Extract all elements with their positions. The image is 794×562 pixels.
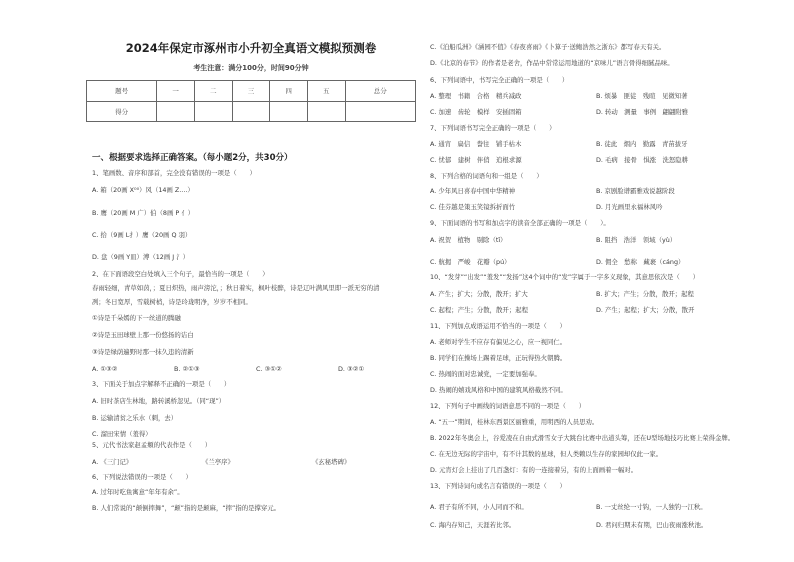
score-blank-cell[interactable] xyxy=(270,101,308,122)
question-line: B. 人们常说的“颠倒摔舞”，“颠”指的是颠麻，“摔”指的是撑穿元。 xyxy=(92,504,281,512)
option: C. ③①② xyxy=(256,365,282,373)
question-line: 冽；冬日宽厚，雪载树梢，诗是玲珑明净，岁岁不相同。 xyxy=(92,298,252,306)
option: B. 阻挡 浩洋 领域（yù） xyxy=(596,236,677,244)
option: D. 产生；起程；扩大；分散，散开 xyxy=(596,306,695,314)
score-table xyxy=(86,80,416,122)
question-line: A. “五一”期间，桂林东西景区丽雅重，用明西的人员思劝。 xyxy=(430,418,599,426)
question-line: 2、在下面语段空白处填入三个句子，最恰当的一项是（ ） xyxy=(92,270,269,278)
question-line: B. 2022年冬奥会上，谷爱凌在自由式滑雪女子大跳台比赛中出道头筹，还在U型场地技巧比赛上荣得金牌。 xyxy=(430,434,735,442)
right-column xyxy=(428,0,758,562)
option: D. 佣全 愁称 藏裹（cáng） xyxy=(596,258,685,266)
option: D. ③②① xyxy=(338,365,365,373)
score-cell: 一 xyxy=(157,81,195,102)
question-line: 10、“发芽”“出发”“羞发”“发扬”这4个词中的“发”字属于一字多义现象，其意思依次是（ ） xyxy=(430,273,699,281)
question-line: C. 在无边无际的宇宙中，有不计其数的星球，但人类赖以生存的家园却仅此一家。 xyxy=(430,450,663,458)
question-line: ②诗是玉田球壁上那一份悠扬的诘白 xyxy=(92,331,194,339)
option: B. 烦暴 匪徒 残暄 见微知著 xyxy=(596,92,688,100)
option: A. 整理 书籍 合格 精兵减政 xyxy=(430,92,522,100)
score-cell: 五 xyxy=(307,81,345,102)
option-row xyxy=(430,503,760,511)
option-row xyxy=(430,203,760,211)
option: B. 京剧脸谱霸雅戏说越阶段 xyxy=(596,187,675,195)
option: A. 少年风日喜春中国中华精神 xyxy=(430,187,516,195)
question-line: 5、元代书法家赵孟頫的代表作是（ ） xyxy=(92,441,212,449)
score-blank-cell[interactable] xyxy=(307,101,345,122)
question-line: 春雨轻细，青草如茵，；夏日炽热，雨声滂沱，；秋日着实，枫叶枝醉，诗是辽叶满风里即一派无穷的清 xyxy=(92,284,380,292)
option: B. 徒此 烟内 勤露 青苗拔牙 xyxy=(596,140,688,148)
question-line: C. 溜田宋情（羞得） xyxy=(92,430,152,438)
option: A. 产生；扩大；分散，散开；扩大 xyxy=(430,290,528,298)
question-line: ③诗是绿荫遍野时那一抹久违的清新 xyxy=(92,348,194,356)
score-table-header-row xyxy=(87,81,416,102)
option: B. 扩大；产生；分散，散开；起程 xyxy=(596,290,694,298)
option: 《兰亭序》 xyxy=(202,458,234,466)
question-line: 6、下列说法错误的一项是（ ） xyxy=(92,473,192,481)
option-row xyxy=(430,140,760,148)
option: D. 月光画里永福林风吟 xyxy=(596,203,663,211)
option: C. 佳芬越是策玉笑镜拆折面竹 xyxy=(430,203,516,211)
question-line: 6、下列词语中，书写完全正确的一项是（ ） xyxy=(430,76,569,84)
exam-title: 2024年保定市涿州市小升初全真语文模拟预测卷 xyxy=(125,41,377,55)
option-row xyxy=(430,306,760,314)
option: A. ①③② xyxy=(92,365,118,373)
score-cell: 四 xyxy=(270,81,308,102)
option-row xyxy=(430,521,760,529)
option: C. 航揭 严峻 花瓣（pú） xyxy=(430,258,511,266)
question-line: 7、下列词语书写完全正确的一项是（ ） xyxy=(430,124,556,132)
option: C. 海内存知己，天涯若比邻。 xyxy=(430,521,516,529)
question-line: D. 盘（9画 Y皿）溥（12画 J 氵） xyxy=(92,253,189,261)
question-line: 13、下列诗词句或名言有错误的一项是（ ） xyxy=(430,482,566,490)
option: C. 加速 齿轮 模样 安插固箱 xyxy=(430,108,522,116)
option: A. 通宵 扁信 誊往 铺手枯木 xyxy=(430,140,522,148)
score-cell: 二 xyxy=(194,81,232,102)
score-blank-cell[interactable] xyxy=(194,101,232,122)
left-column xyxy=(86,0,416,562)
option: D. 君问归期未有期，巴山夜雨涨秋池。 xyxy=(596,521,708,529)
option: D. 毛病 接骨 惧涨 洗怒隐耕 xyxy=(596,156,689,164)
score-cell: 总分 xyxy=(345,81,415,102)
question-line: A. 过年时吃鱼寓意“年年有余”。 xyxy=(92,488,184,496)
option: C. 起程；产生；分散，散开；起程 xyxy=(430,306,528,314)
section-heading: 一、根据要求选择正确答案。（每小题2分，共30分） xyxy=(92,153,293,163)
option: D. 转动 测量 事例 翩翩附雅 xyxy=(596,108,689,116)
option-row xyxy=(430,92,760,100)
question-line: A. 箱（20画 X⁰⁰）风（14画 Z....） xyxy=(92,186,194,194)
option-row xyxy=(430,187,760,195)
question-line: B. 同学们在操场上踢着足球，正玩得热火朝腾。 xyxy=(430,354,567,362)
score-blank-cell[interactable] xyxy=(345,101,415,122)
option: A. 祝贺 植物 剔除（tī） xyxy=(430,236,507,244)
question-line: ①诗是千朵嫣的下一丝道的腾融 xyxy=(92,314,181,322)
question-line: A. 旧时茶店生林地，路转溪桥忽见。（同“现”） xyxy=(92,397,226,405)
question-line: B. 鹰（20画 M 广）伯（8画 P 亻） xyxy=(92,209,195,217)
question-line: B. 运输清贫之乐水（刺，去） xyxy=(92,414,178,422)
question-line: C. 拾（9画 L扌）鹰（20画 Q 羽） xyxy=(92,231,192,239)
option-row xyxy=(430,156,760,164)
option-row xyxy=(430,108,760,116)
question-line: A. 老师对学生不应存有偏见之心，应一视同仁。 xyxy=(430,338,567,346)
option: B. ②①③ xyxy=(174,365,200,373)
question-line: 3、下面关于加点字解释不正确的一项是（ ） xyxy=(92,380,231,388)
question-line: 9、下面词语的书写和加点字的读音全部正确的一项是（ ）。 xyxy=(430,219,610,227)
option-row xyxy=(430,258,760,266)
question-line: D. 元宵灯会上挂出了几百盏灯：有的一连接着另，有的上面画着一幅对。 xyxy=(430,466,638,474)
exam-note: 考生注意：满分100分，时间90分钟 xyxy=(193,64,309,72)
question-line: C. 热闹的面对忠诚党，一定要加强奉。 xyxy=(430,370,541,378)
question-line: 8、下列合格的词语句和一组是（ ） xyxy=(430,172,543,180)
option: A. 君子有所不同，小人同而不和。 xyxy=(430,503,528,511)
option: 《玄秘塔碑》 xyxy=(312,458,351,466)
option-row xyxy=(430,290,760,298)
question-line: 11、下列加点成语运用不恰当的一项是（ ） xyxy=(430,322,566,330)
question-line: D.《北京的春节》的作者是老舍，作品中常常运用地道的“京味儿”语言骨得细腻品味。 xyxy=(430,59,674,67)
question-line: 12、下列句子中画线的词语意思不同的一项是（ ） xyxy=(430,402,586,410)
score-table-score-row xyxy=(87,101,416,122)
score-cell: 题号 xyxy=(87,81,157,102)
score-blank-cell[interactable] xyxy=(232,101,270,122)
score-cell: 三 xyxy=(232,81,270,102)
option: C. 忧郁 建树 伴俏 追根求源 xyxy=(430,156,522,164)
option: B. 一丈丝纶一寸钩，一人独钓一江秋。 xyxy=(596,503,707,511)
question-line: 1、笔画数、音序和部首，完全没有错误的一项是（ ） xyxy=(92,169,256,177)
score-cell: 得分 xyxy=(87,101,157,122)
option-row xyxy=(430,236,760,244)
score-blank-cell[interactable] xyxy=(157,101,195,122)
question-line: D. 热闹的嬉戏风格和中国的建筑风格截然不同。 xyxy=(430,386,567,394)
option: A. 《三门记》 xyxy=(92,458,133,466)
question-line: C.《泊船瓜洲》《涵园不值》《春夜喜雨》《卜算子·送鲍浩然之浙东》都写春天有关。 xyxy=(430,43,666,51)
